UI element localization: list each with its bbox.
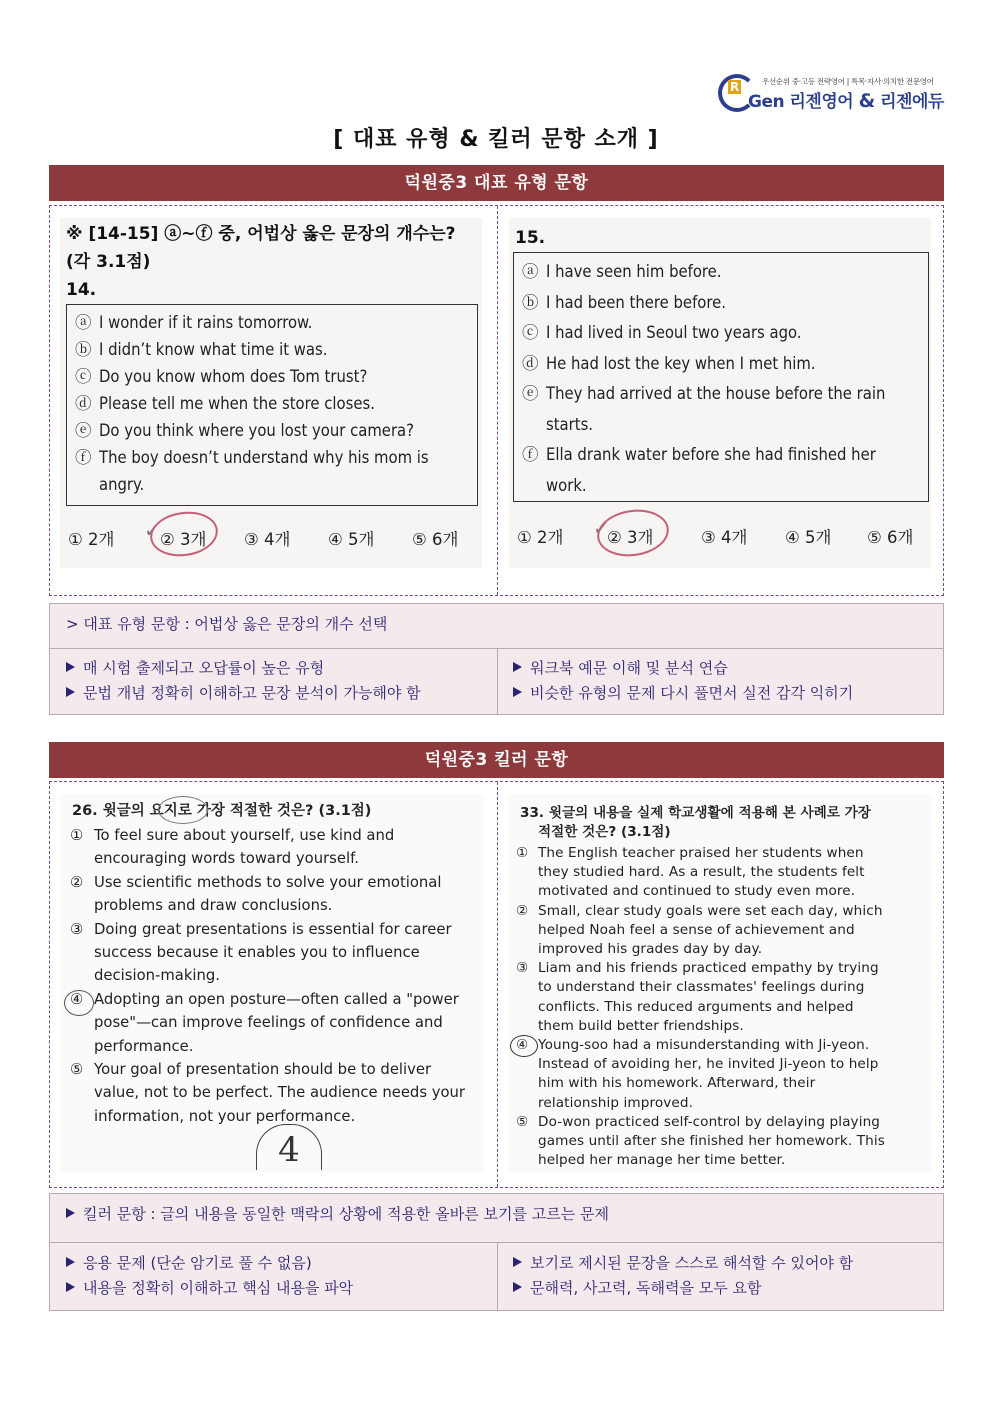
q15-mark-a: ⓐ <box>522 262 539 281</box>
q14-mark-f: ⓕ <box>75 448 92 467</box>
q15-answer-1: ① 2개 <box>517 528 564 547</box>
q14-header-line1: ※ [14-15] ⓐ~ⓕ 중, 어법상 옳은 문장의 개수는? <box>66 224 456 244</box>
q15-mark-d: ⓓ <box>522 353 539 373</box>
q14-answer-1: ① 2개 <box>68 530 115 549</box>
q26-opt4-line3: performance. <box>94 1037 194 1055</box>
q33-opt1-line3: motivated and continued to study even more. <box>538 883 856 900</box>
section1-info-right-1-text: 워크북 예문 이해 및 분석 연습 <box>530 659 728 677</box>
section2-info-headline-text: 킬러 문항 : 글의 내용을 동일한 맥락의 상황에 적용한 올바른 보기를 고르는 문제 <box>83 1205 609 1223</box>
q15-option-d <box>514 349 928 380</box>
q14-option-b <box>67 336 477 363</box>
q26-opt4-line2: pose"—can improve feelings of confidence and <box>94 1014 443 1032</box>
q15-mark-e: ⓔ <box>522 384 539 403</box>
bullet-triangle-icon <box>66 687 75 697</box>
q14-answer-2: ② 3개 <box>160 530 207 549</box>
q14-mark-a: ⓐ <box>75 313 92 332</box>
q15-number: 15. <box>515 228 546 248</box>
q15-answer-2: ② 3개 <box>607 528 654 547</box>
section2-title-bar: 덕원중3 킬러 문항 <box>49 742 944 778</box>
q14-answer-3: ③ 4개 <box>244 530 291 549</box>
info-column-separator <box>497 648 498 714</box>
q14-option-f <box>67 444 447 498</box>
q15-answer-4: ④ 5개 <box>785 528 832 547</box>
bullet-triangle-icon <box>513 662 522 672</box>
section2-info-box <box>49 1193 944 1311</box>
q15-option-c <box>514 318 928 349</box>
bullet-triangle-icon <box>66 1257 75 1267</box>
q33-option-2 <box>508 902 932 960</box>
q33-opt2-line2: helped Noah feel a sense of achievement and <box>538 921 855 938</box>
q26-answer-circle-icon <box>64 990 94 1016</box>
page-title: [ 대표 유형 & 킬러 문항 소개 ] <box>333 127 659 152</box>
q15-option-f <box>514 440 909 501</box>
section1-info-right-2 <box>513 682 853 703</box>
q33-opt5-line3: helped her manage her time better. <box>538 1152 786 1169</box>
q26-mark-2: ② <box>70 873 84 891</box>
section1-question-panel <box>49 205 944 596</box>
q33-header-line1: 33. 윗글의 내용을 실제 학교생활에 적용해 본 사례로 가장 <box>520 805 871 821</box>
section1-info-left-1-text: 매 시험 출제되고 오답률이 높은 유형 <box>83 659 325 677</box>
section2-info-left-2-text: 내용을 정확히 이해하고 핵심 내용을 파악 <box>83 1279 354 1297</box>
q33-opt2-line1: Small, clear study goals were set each day, which <box>538 902 883 919</box>
info-column-separator <box>497 1242 498 1310</box>
q15-answer-3: ③ 4개 <box>701 528 748 547</box>
q14-answer-row <box>68 526 478 550</box>
panel-divider <box>497 206 498 595</box>
q33-mark-4: ④ <box>516 1037 529 1054</box>
q15-mark-c: ⓒ <box>522 323 539 342</box>
q33-option-5 <box>508 1113 932 1171</box>
q15-check-mark-icon: ✓ <box>593 516 610 540</box>
q14-mark-e: ⓔ <box>75 421 92 440</box>
q14-mark-d: ⓓ <box>75 394 92 413</box>
q33-opt3-line3: conflicts. This reduced arguments and helped <box>538 998 854 1015</box>
section2-info-left-2 <box>66 1277 353 1298</box>
q15-text-b: I had been there before. <box>546 292 726 312</box>
q14-text-c: Do you know whom does Tom trust? <box>99 367 368 386</box>
bullet-triangle-icon <box>66 1208 75 1218</box>
q15-text-f: Ella drank water before she had finished her work. <box>546 445 876 495</box>
q15-mark-b: ⓑ <box>522 292 539 312</box>
q14-text-e: Do you think where you lost your camera? <box>99 421 415 440</box>
section1-info-right-2-text: 비슷한 유형의 문제 다시 풀면서 실전 감각 익히기 <box>530 684 854 702</box>
q15-text-a: I have seen him before. <box>546 262 722 281</box>
logo-amp: & <box>858 90 875 112</box>
q26-opt3-line2: success because it enables you to influence <box>94 944 420 962</box>
q26-opt2-line1: Use scientific methods to solve your emotional <box>94 873 442 891</box>
q33-opt1-line2: they studied hard. As a result, the students felt <box>538 864 865 881</box>
q14-answer-circle-icon <box>147 507 220 560</box>
section2-info-left-1 <box>66 1252 312 1273</box>
q15-answer-5: ⑤ 6개 <box>867 528 914 547</box>
brand-logo <box>718 70 946 114</box>
q33-opt3-line4: them build better friendships. <box>538 1017 744 1034</box>
q33-mark-3: ③ <box>516 960 529 977</box>
logo-name <box>748 87 944 112</box>
q14-option-e <box>67 417 477 444</box>
q33-option-3 <box>508 959 932 1036</box>
q14-header-line2: (각 3.1점) <box>66 252 151 272</box>
q15-option-b <box>514 288 928 319</box>
question-26-card <box>60 794 484 1172</box>
panel-divider <box>497 782 498 1187</box>
q15-answer-row <box>517 524 927 548</box>
section2-question-panel <box>49 781 944 1188</box>
q26-mark-4: ④ <box>70 990 84 1008</box>
section1-title-bar: 덕원중3 대표 유형 문항 <box>49 165 944 201</box>
q14-text-f: The boy doesn’t understand why his mom is angry. <box>99 448 429 494</box>
section2-info-right-2 <box>513 1277 761 1298</box>
section2-info-right-1 <box>513 1252 853 1273</box>
q26-opt1-line1: To feel sure about yourself, use kind and <box>94 827 395 844</box>
q33-opt5-line1: Do-won practiced self-control by delaying playing <box>538 1113 881 1130</box>
bullet-triangle-icon <box>513 1257 522 1267</box>
q33-opt5-line2: games until after she finished her homework. This <box>538 1133 885 1150</box>
q33-option-1 <box>508 844 932 902</box>
q26-options <box>60 824 484 1128</box>
q33-opt3-line2: to understand their classmates' feelings during <box>538 979 865 996</box>
section1-info-left-2-text: 문법 개념 정확히 이해하고 문장 분석이 가능해야 함 <box>83 684 421 702</box>
q33-opt1-line1: The English teacher praised her students when <box>538 845 864 861</box>
q14-answer-5: ⑤ 6개 <box>412 530 459 549</box>
section1-info-box <box>49 603 944 715</box>
q26-keyword-circle-icon <box>158 796 208 824</box>
q33-opt4-line3: him with his homework. Afterward, their <box>538 1075 816 1092</box>
q15-mark-f: ⓕ <box>522 445 539 464</box>
bullet-triangle-icon <box>513 687 522 697</box>
q33-opt4-line1: Young-soo had a misunderstanding with Ji-yeon. <box>538 1037 870 1054</box>
section1-info-left-1 <box>66 657 324 678</box>
q14-option-a <box>67 309 477 336</box>
question-15-card <box>509 218 931 568</box>
section2-info-left-1-text: 응용 문제 (단순 암기로 풀 수 없음) <box>83 1254 312 1272</box>
q26-handwritten-answer: 4 <box>256 1124 322 1170</box>
q26-opt3-line3: decision-making. <box>94 967 220 985</box>
q26-option-3 <box>60 918 484 988</box>
q26-opt4-line1: Adopting an open posture—often called a "power <box>94 990 459 1008</box>
q15-option-box <box>513 252 929 502</box>
q26-opt2-line2: problems and draw conclusions. <box>94 897 333 915</box>
q14-option-d <box>67 390 477 417</box>
q14-number: 14. <box>66 280 97 300</box>
section2-info-headline <box>66 1203 609 1224</box>
q33-opt3-line1: Liam and his friends practiced empathy by trying <box>538 960 879 977</box>
q14-text-d: Please tell me when the store closes. <box>99 394 375 413</box>
logo-tagline: 우선순위 중·고등 전략영어 | 특목·자사·의치한 전문영어 <box>762 77 934 86</box>
q14-mark-c: ⓒ <box>75 367 92 386</box>
q15-answer-circle-icon <box>594 505 672 561</box>
q33-option-4 <box>508 1036 932 1113</box>
q33-options <box>508 844 932 1170</box>
bullet-triangle-icon <box>66 1282 75 1292</box>
logo-name-right: 리젠에듀 <box>880 92 944 112</box>
q15-text-e: They had arrived at the house before the rain starts. <box>546 384 886 434</box>
q26-opt1-line2: encouraging words toward yourself. <box>94 850 359 868</box>
q14-mark-b: ⓑ <box>75 340 92 359</box>
q14-text-a: I wonder if it rains tomorrow. <box>99 313 313 332</box>
logo-mark-letter: R <box>730 80 740 94</box>
q33-mark-5: ⑤ <box>516 1113 529 1130</box>
q26-opt3-line1: Doing great presentations is essential for career <box>94 920 452 938</box>
q15-text-d: He had lost the key when I met him. <box>546 353 816 373</box>
bullet-triangle-icon <box>513 1282 522 1292</box>
q26-header: 26. 윗글의 요지로 가장 적절한 것은? (3.1점) <box>72 803 372 819</box>
q33-opt4-line4: relationship improved. <box>538 1094 694 1111</box>
section1-info-left-2 <box>66 682 421 703</box>
section1-info-headline: > 대표 유형 문항 : 어법상 옳은 문장의 개수 선택 <box>66 615 388 633</box>
q33-mark-2: ② <box>516 902 529 919</box>
q26-mark-3: ③ <box>70 920 84 938</box>
q26-opt5-line3: information, not your performance. <box>94 1107 356 1125</box>
q33-opt4-line2: Instead of avoiding her, he invited Ji-yeon to help <box>538 1056 879 1073</box>
q14-option-box <box>66 304 478 506</box>
section1-info-right-1 <box>513 657 728 678</box>
q33-header-line2: 적절한 것은? (3.1점) <box>538 824 671 840</box>
question-33-card <box>508 794 932 1172</box>
q15-option-a <box>514 257 928 288</box>
q26-option-4 <box>60 988 484 1058</box>
q26-option-5 <box>60 1058 484 1128</box>
q14-text-b: I didn’t know what time it was. <box>99 340 328 359</box>
section2-info-right-1-text: 보기로 제시된 문장을 스스로 해석할 수 있어야 함 <box>530 1254 854 1272</box>
q15-option-e <box>514 379 909 440</box>
logo-name-left: Gen 리젠영어 <box>748 92 854 112</box>
q26-opt5-line1: Your goal of presentation should be to deliver <box>94 1061 432 1079</box>
q33-mark-1: ① <box>516 845 529 861</box>
q15-text-c: I had lived in Seoul two years ago. <box>546 323 802 342</box>
bullet-triangle-icon <box>66 662 75 672</box>
section2-info-right-2-text: 문해력, 사고력, 독해력을 모두 요함 <box>530 1279 762 1297</box>
question-14-card <box>60 218 482 568</box>
q26-option-2 <box>60 871 484 918</box>
q26-mark-5: ⑤ <box>70 1061 84 1079</box>
q33-opt2-line3: improved his grades day by day. <box>538 941 763 958</box>
q26-opt5-line2: value, not to be perfect. The audience needs your <box>94 1084 466 1102</box>
q26-option-1 <box>60 824 484 871</box>
q14-check-mark-icon: ✓ <box>144 518 161 542</box>
q33-answer-circle-icon <box>510 1035 538 1057</box>
q26-mark-1: ① <box>70 827 84 844</box>
q14-option-c <box>67 363 477 390</box>
q14-answer-4: ④ 5개 <box>328 530 375 549</box>
